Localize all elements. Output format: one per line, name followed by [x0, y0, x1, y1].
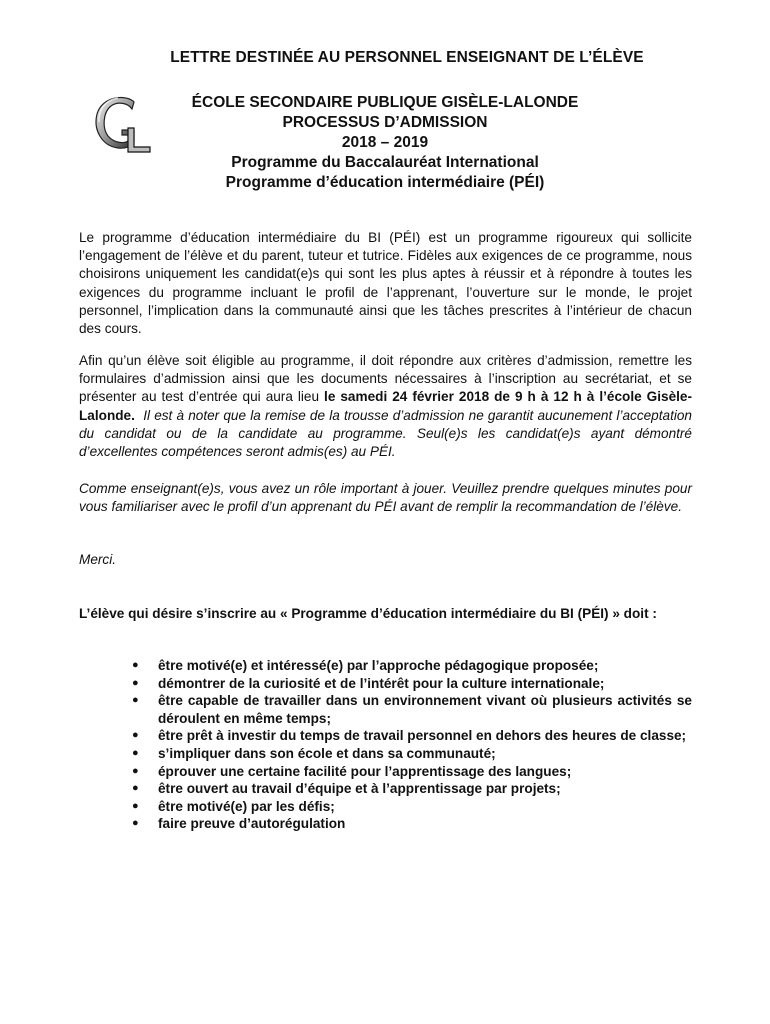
school-name: ÉCOLE SECONDAIRE PUBLIQUE GISÈLE-LALONDE: [191, 94, 579, 111]
school-year: 2018 – 2019: [341, 134, 429, 151]
list-item: ● faire preuve d’autorégulation: [132, 816, 346, 832]
bullet-icon: ●: [132, 659, 139, 671]
program-name: Programme du Baccalauréat International: [231, 154, 539, 171]
list-item: ● être motivé(e) par les défis;: [132, 798, 335, 814]
list-item: ● être capable de travailler dans un environnement vivant où plusieurs activités se déroulent en même temps;: [132, 693, 692, 726]
list-item: ● éprouver une certaine facilité pour l’apprentissage des langues;: [132, 763, 572, 779]
program-subtitle: Programme d’éducation intermédiaire (PÉI): [225, 174, 545, 191]
list-item: ● être prêt à investir du temps de travail personnel en dehors des heures de classe;: [132, 728, 687, 744]
criteria-intro: L’élève qui désire s’inscrire au « Programme d’éducation intermédiaire du BI (PÉI) » doit :: [79, 606, 657, 621]
eligibility-text: Afin qu’un élève soit éligible au programme, il doit répondre aux critères d’admission, remettre les formulaires d’admission ainsi que les documents nécessaires à l’inscription au secrétariat, et se présenter au test d’entrée qui aura lieu: [79, 353, 692, 405]
bullet-icon: ●: [132, 782, 139, 795]
letter-title: LETTRE DESTINÉE AU PERSONNEL ENSEIGNANT DE L’ÉLÈVE: [170, 49, 644, 66]
list-item: ● s’impliquer dans son école et dans sa communauté;: [132, 745, 496, 761]
bullet-icon: ●: [132, 676, 139, 689]
list-item: ● être motivé(e) et intéressé(e) par l’approche pédagogique proposée;: [132, 658, 599, 673]
bullet-icon: ●: [132, 729, 139, 742]
school-header: [150, 93, 620, 193]
paragraph-program-description: Le programme d’éducation intermédiaire du BI (PÉI) est un programme rigoureux qui sollicite l’engagement de l’élève et du parent, tuteur et tutrice. Fidèles aux exigences de ce programme, nous choisirons uniquement les candidat(e)s qui sont les plus aptes à réussir et à répondre à toutes les exigences du programme incluant le profil de l’apprenant, l’ouverture sur le monde, le projet personnel, l’implication dans la communauté ainsi que les tâches prescrites à l’intérieur de chacun des cours.: [79, 230, 692, 337]
bullet-icon: ●: [132, 764, 139, 777]
bullet-icon: ●: [132, 799, 139, 812]
paragraph-eligibility: [79, 352, 692, 461]
bullet-icon: ●: [132, 817, 139, 830]
process-title: PROCESSUS D’ADMISSION: [282, 114, 488, 131]
test-date: le samedi 24 février 2018 de 9 h à 12 h à l’école Gisèle-Lalonde.: [79, 389, 692, 423]
list-item: ● être ouvert au travail d’équipe et à l’apprentissage par projets;: [132, 781, 561, 797]
criteria-list: [132, 657, 692, 833]
bullet-icon: ●: [132, 694, 139, 707]
bullet-icon: ●: [132, 746, 139, 759]
closing-thanks: Merci.: [79, 552, 117, 567]
list-item: ● démontrer de la curiosité et de l’intérêt pour la culture internationale;: [132, 675, 605, 691]
school-logo: [88, 92, 154, 158]
admission-note: Il est à noter que la remise de la trousse d’admission ne garantit aucunement l’acceptation du candidat ou de la candidate au programme. Seul(e)s les candidat(e)s ayant démontré d’excellentes compétences seront admis(es) au PÉI.: [79, 407, 692, 460]
paragraph-teacher-role: Comme enseignant(e)s, vous avez un rôle important à jouer. Veuillez prendre quelques minutes pour vous familiariser avec le profil d’un apprenant du PÉI avant de remplir la recommandation de l’élève.: [79, 481, 692, 515]
